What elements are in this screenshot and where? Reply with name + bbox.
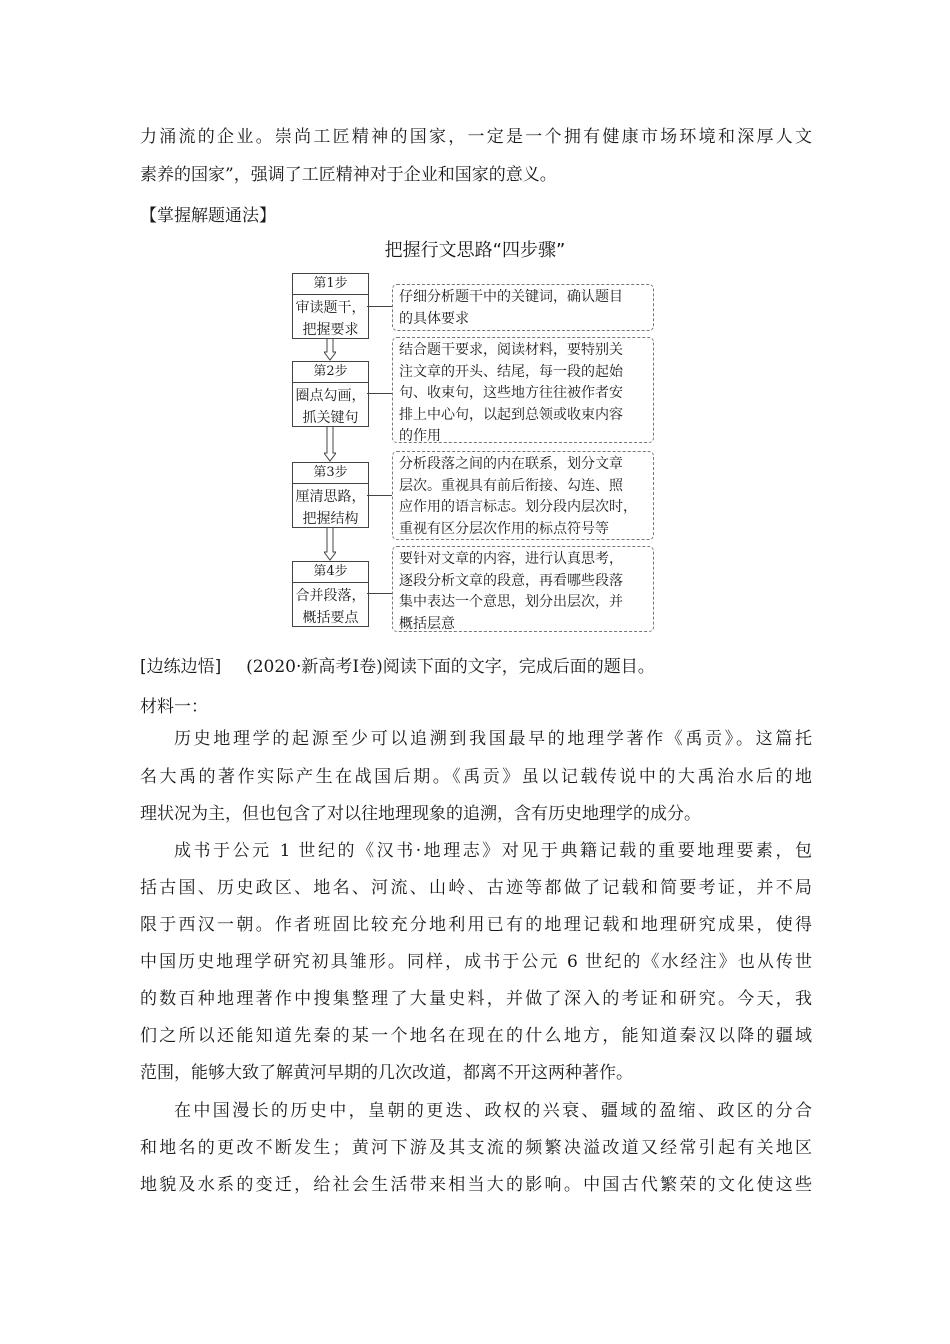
- paragraph-line: 范围，能够大致了解黄河早期的几次改道，都离不开这两种著作。: [140, 1063, 633, 1083]
- connector-line: [367, 306, 392, 307]
- paragraph-line: 理状况为主，但也包含了对以往地理现象的追溯，含有历史地理学的成分。: [140, 804, 701, 824]
- step-description: [392, 337, 654, 443]
- desc-line: 的作用: [399, 428, 441, 444]
- section-heading: 【掌握解题通法】: [140, 206, 276, 226]
- desc-line: 结合题干要求，阅读材料，要特别关: [399, 342, 623, 358]
- down-arrow-icon: [324, 427, 336, 462]
- paragraph-line: 成书于公元 1 世纪的《汉书·地理志》对见于典籍记载的重要地理要素，包: [174, 841, 812, 861]
- desc-line: 应作用的语言标志。划分段内层次时，: [399, 499, 637, 515]
- step-description: [392, 284, 654, 331]
- connector-line: [367, 393, 392, 394]
- step-text: 厘清思路，: [295, 489, 366, 505]
- desc-line: 排上中心句，以起到总领或收束内容: [399, 406, 623, 423]
- step-text: 把握要求: [302, 322, 359, 338]
- desc-line: 逐段分析文章的段意，再看哪些段落: [399, 572, 623, 589]
- paragraph-line: 括古国、历史政区、地名、河流、山岭、古迹等都做了记载和简要考证，并不局: [140, 878, 812, 898]
- step-text: 审读题干，: [295, 300, 366, 316]
- desc-line: 仔细分析题干中的关键词，确认题目: [399, 289, 623, 305]
- desc-line: 的具体要求: [399, 310, 469, 327]
- paragraph-line: 地貌及水系的变迁，给社会生活带来相当大的影响。中国古代繁荣的文化使这些: [140, 1175, 812, 1195]
- desc-line: 要针对文章的内容，进行认真思考，: [399, 551, 623, 567]
- paragraph-line: 的数百种地理著作中搜集整理了大量史料，并做了深入的考证和研究。今天，我: [140, 989, 812, 1009]
- step-box: [292, 561, 369, 627]
- step-box: [292, 361, 369, 427]
- paragraph-line: 们之所以还能知道先秦的某一个地名在现在的什么地方，能知道秦汉以降的疆域: [140, 1026, 812, 1046]
- step-text: 把握结构: [302, 511, 359, 527]
- intro-line: 力涌流的企业。崇尚工匠精神的国家，一定是一个拥有健康市场环境和深厚人文: [140, 127, 812, 147]
- step-text: 抓关键句: [302, 410, 359, 426]
- step-description: [392, 451, 654, 540]
- step-description: [392, 546, 654, 632]
- paragraph-line: 限于西汉一朝。作者班固比较充分地利用已有的地理记载和地理研究成果，使得: [140, 915, 812, 935]
- step-box: [292, 273, 369, 339]
- step-label: 第1步: [293, 274, 368, 295]
- paragraph-line: 在中国漫长的历史中，皇朝的更迭、政权的兴衰、疆域的盈缩、政区的分合: [174, 1101, 812, 1121]
- paragraph-line: 中国历史地理学研究初具雏形。同样，成书于公元 6 世纪的《水经注》也从传世: [140, 952, 812, 972]
- desc-line: 概括层意: [399, 615, 455, 632]
- desc-line: 句、收束句，这些地方往往被作者安: [399, 385, 623, 401]
- paragraph-line: 名大禹的著作实际产生在战国后期。《禹贡》虽以记载传说中的大禹治水后的地: [140, 767, 812, 787]
- step-label: 第4步: [293, 562, 368, 583]
- paragraph-line: 和地名的更改不断发生；黄河下游及其支流的频繁决溢改道又经常引起有关地区: [140, 1138, 812, 1158]
- material-label: 材料一：: [140, 697, 208, 717]
- step-label: 第3步: [293, 463, 368, 484]
- step-text: 圈点勾画，: [295, 388, 366, 404]
- step-label: 第2步: [293, 362, 368, 383]
- paragraph-line: 历史地理学的起源至少可以追溯到我国最早的地理学著作《禹贡》。这篇托: [174, 729, 812, 749]
- connector-line: [367, 593, 392, 594]
- practice-line: [140, 656, 655, 678]
- connector-line: [367, 495, 392, 496]
- step-text: 概括要点: [302, 610, 359, 626]
- step-text: 合并段落，: [295, 588, 366, 604]
- practice-tag: [边练边悟]: [140, 657, 222, 677]
- desc-line: 层次。重视具有前后衔接、勾连、照: [399, 477, 623, 494]
- desc-line: 重视有区分层次作用的标点符号等: [399, 520, 609, 537]
- desc-line: 集中表达一个意思，划分出层次，并: [399, 594, 623, 610]
- desc-line: 分析段落之间的内在联系，划分文章: [399, 456, 623, 472]
- desc-line: 注文章的开头、结尾，每一段的起始: [399, 363, 623, 380]
- intro-line: 素养的国家”，强调了工匠精神对于企业和国家的意义。: [140, 165, 557, 185]
- practice-source: (2020·新高考Ⅰ卷)阅读下面的文字，完成后面的题目。: [246, 657, 655, 677]
- down-arrow-icon: [324, 339, 336, 361]
- step-box: [292, 462, 369, 528]
- down-arrow-icon: [324, 528, 336, 561]
- flowchart-title: 把握行文思路“四步骤”: [384, 240, 566, 261]
